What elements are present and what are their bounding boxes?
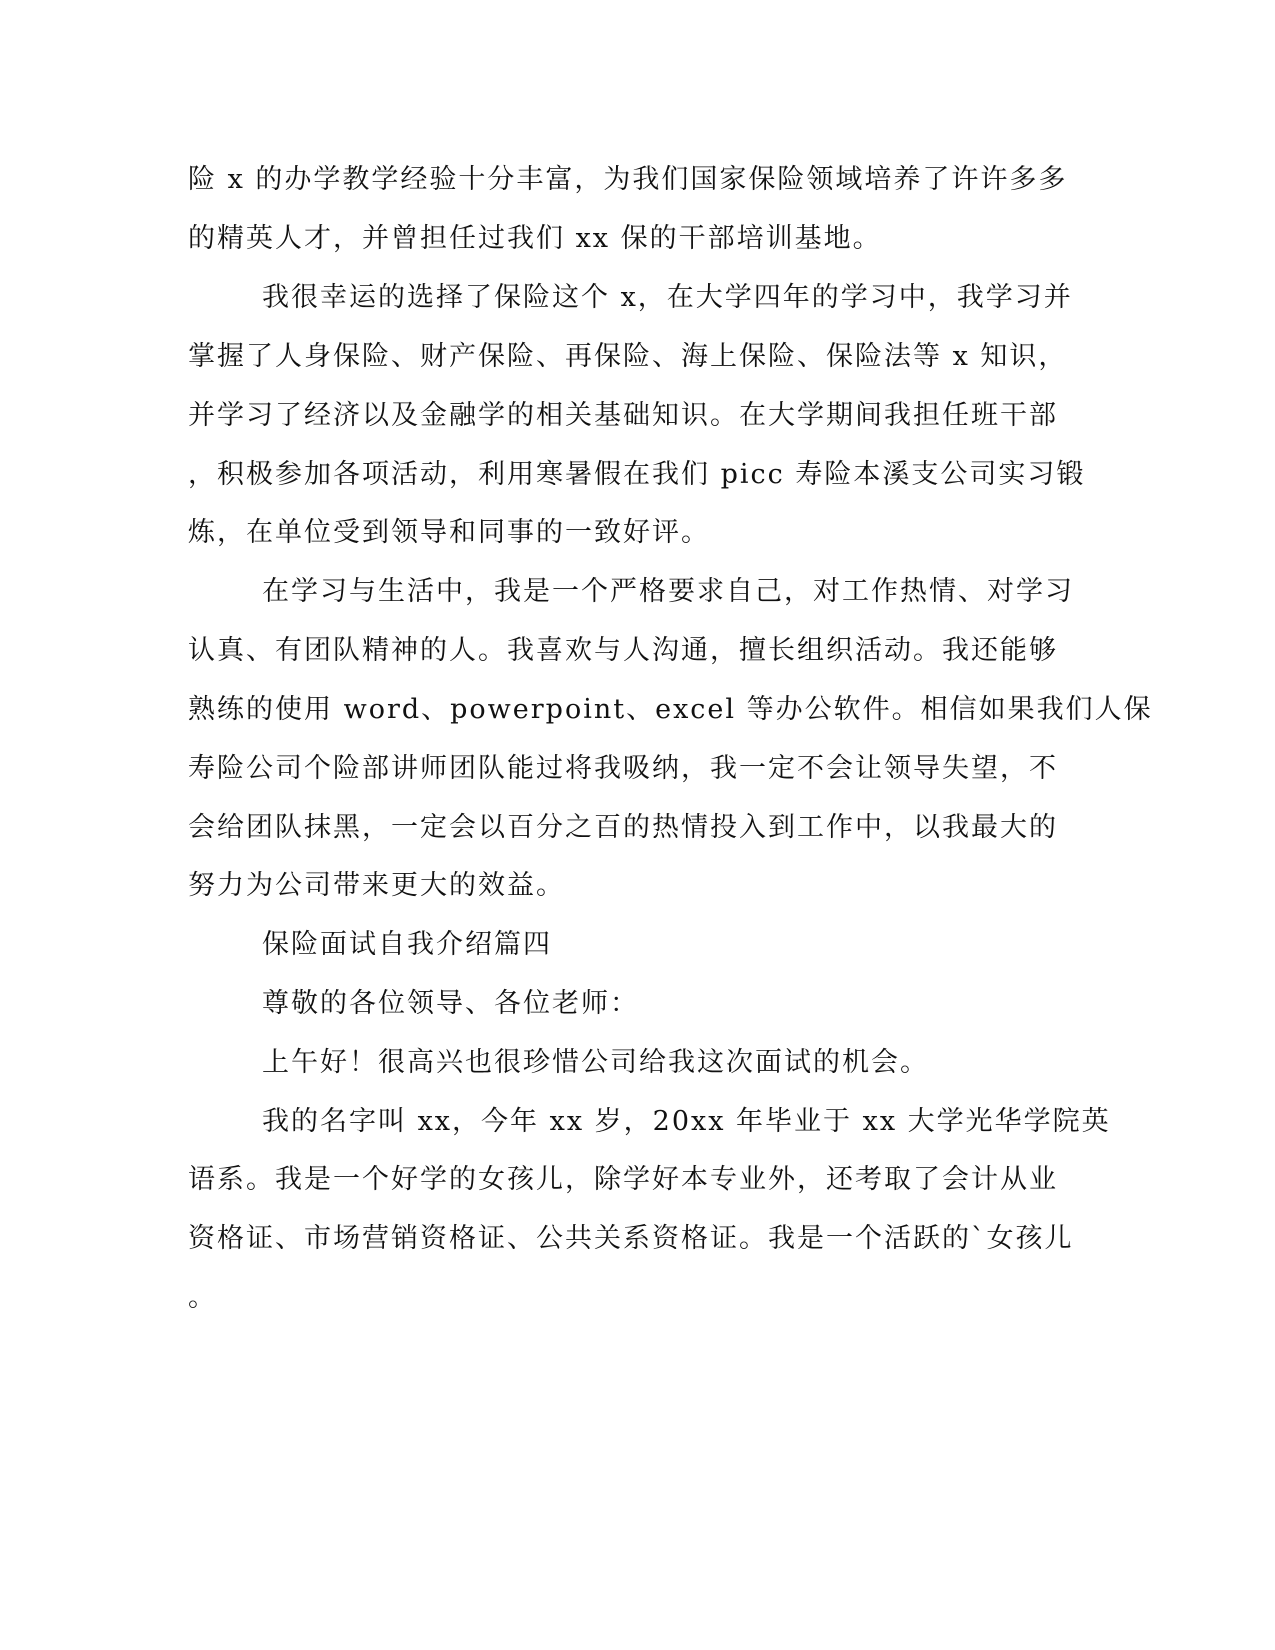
paragraph-start-line: 我的名字叫 xx，今年 xx 岁，20xx 年毕业于 xx 大学光华学院英 xyxy=(262,1106,1111,1137)
text-line: 资格证、市场营销资格证、公共关系资格证。我是一个活跃的`女孩儿 xyxy=(188,1223,1074,1254)
text-line: 并学习了经济以及金融学的相关基础知识。在大学期间我担任班干部 xyxy=(188,400,1058,431)
text-line: 语系。我是一个好学的女孩儿，除学好本专业外，还考取了会计从业 xyxy=(188,1164,1058,1195)
paragraph-start-line: 在学习与生活中，我是一个严格要求自己，对工作热情、对学习 xyxy=(262,576,1074,607)
text-line: 寿险公司个险部讲师团队能过将我吸纳，我一定不会让领导失望，不 xyxy=(188,753,1058,784)
paragraph-start-line: 我很幸运的选择了保险这个 x，在大学四年的学习中，我学习并 xyxy=(262,282,1073,313)
text-line: 认真、有团队精神的人。我喜欢与人沟通，擅长组织活动。我还能够 xyxy=(188,635,1058,666)
section-heading: 保险面试自我介绍篇四 xyxy=(262,929,552,960)
greeting-line: 上午好！很高兴也很珍惜公司给我这次面试的机会。 xyxy=(262,1047,929,1078)
text-line: 的精英人才，并曾担任过我们 xx 保的干部培训基地。 xyxy=(188,223,882,254)
text-line: 掌握了人身保险、财产保险、再保险、海上保险、保险法等 x 知识， xyxy=(188,341,1068,372)
text-line: 炼，在单位受到领导和同事的一致好评。 xyxy=(188,517,710,548)
text-line: 熟练的使用 word、powerpoint、excel 等办公软件。相信如果我们人保 xyxy=(188,694,1153,725)
text-line: 险 x 的办学教学经验十分丰富，为我们国家保险领域培养了许许多多 xyxy=(188,164,1068,195)
text-line: 会给团队抹黑，一定会以百分之百的热情投入到工作中，以我最大的 xyxy=(188,812,1058,843)
salutation: 尊敬的各位领导、各位老师： xyxy=(262,988,639,1019)
text-line: ，积极参加各项活动，利用寒暑假在我们 picc 寿险本溪支公司实习锻 xyxy=(188,459,1086,490)
text-line: 。 xyxy=(188,1282,217,1313)
text-line: 努力为公司带来更大的效益。 xyxy=(188,870,565,901)
